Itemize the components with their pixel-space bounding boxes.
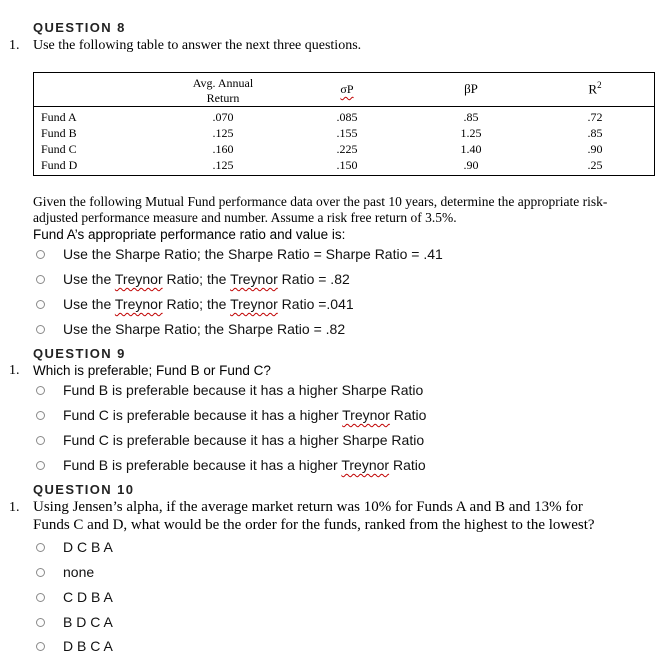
row-fund-a-name: Fund A — [41, 110, 77, 124]
q9-option-2[interactable] — [36, 405, 426, 425]
q9-option-2-radio[interactable] — [36, 411, 45, 420]
q9-option-2-label: Fund C is preferable because it has a higher Treynor Ratio — [63, 407, 427, 423]
question-9-number: 1. — [9, 363, 20, 378]
q10-option-2[interactable] — [36, 562, 94, 582]
q8-option-1[interactable] — [36, 244, 443, 264]
question-10-prompt-line1: Using Jensen’s alpha, if the average market return was 10% for Funds A and B and 13% for — [33, 499, 583, 515]
question-8-prompt: Use the following table to answer the next three questions. — [33, 38, 362, 53]
q10-option-4[interactable] — [36, 612, 113, 632]
row-fund-c-return: .160 — [212, 142, 234, 156]
row-fund-b-name: Fund B — [41, 126, 77, 140]
row-fund-c-sigma: .225 — [336, 142, 358, 156]
q10-option-2-radio[interactable] — [36, 568, 45, 577]
q10-option-4-radio[interactable] — [36, 618, 45, 627]
question-8-text: Fund A’s appropriate performance ratio and value is: — [33, 227, 346, 242]
q10-option-1[interactable] — [36, 537, 113, 557]
question-9-prompt: Which is preferable; Fund B or Fund C? — [33, 363, 271, 378]
col-header-r: R — [588, 81, 598, 97]
col-header-sigma: σP — [340, 82, 354, 96]
col-header-avg-return-line1: Avg. Annual — [192, 76, 254, 90]
table-header-divider — [34, 106, 654, 107]
given-paragraph-line1: Given the following Mutual Fund performance data over the past 10 years, determine the appropriate risk- — [33, 194, 608, 209]
row-fund-b-r2: .85 — [587, 126, 603, 140]
q10-option-3[interactable] — [36, 587, 113, 607]
q9-option-3[interactable] — [36, 430, 424, 450]
q10-option-4-label: B D C A — [63, 614, 113, 630]
q9-option-3-label: Fund C is preferable because it has a higher Sharpe Ratio — [63, 432, 425, 448]
q10-option-5-label: D B C A — [63, 638, 113, 654]
q8-option-2[interactable] — [36, 269, 350, 289]
q10-option-3-radio[interactable] — [36, 593, 45, 602]
col-header-avg-return-line2: Return — [206, 91, 240, 105]
row-fund-a-beta: .85 — [463, 110, 479, 124]
row-fund-c-name: Fund C — [41, 142, 77, 156]
question-10-prompt-line2: Funds C and D, what would be the order for the funds, ranked from the highest to the lowest? — [33, 517, 595, 533]
q9-option-1-label: Fund B is preferable because it has a higher Sharpe Ratio — [63, 382, 424, 398]
q8-option-1-radio[interactable] — [36, 250, 45, 259]
q9-option-1[interactable] — [36, 380, 423, 400]
q10-option-1-radio[interactable] — [36, 543, 45, 552]
row-fund-d-sigma: .150 — [336, 158, 358, 172]
question-8-number: 1. — [9, 38, 20, 53]
row-fund-d-beta: .90 — [463, 158, 479, 172]
q8-option-1-label: Use the Sharpe Ratio; the Sharpe Ratio = Sharpe Ratio = .41 — [63, 246, 443, 262]
row-fund-a-r2: .72 — [587, 110, 603, 124]
q8-option-3-radio[interactable] — [36, 300, 45, 309]
q8-option-2-radio[interactable] — [36, 275, 45, 284]
q8-option-4-radio[interactable] — [36, 325, 45, 334]
q9-option-4-radio[interactable] — [36, 461, 45, 470]
row-fund-b-beta: 1.25 — [460, 126, 482, 140]
row-fund-d-name: Fund D — [41, 158, 78, 172]
q8-option-4-label: Use the Sharpe Ratio; the Sharpe Ratio = .82 — [63, 321, 346, 337]
q9-option-4-label: Fund B is preferable because it has a higher Treynor Ratio — [63, 457, 426, 473]
col-header-r-superscript: 2 — [597, 80, 602, 90]
row-fund-a-sigma: .085 — [336, 110, 358, 124]
row-fund-c-beta: 1.40 — [460, 142, 482, 156]
q8-option-3-label: Use the Treynor Ratio; the Treynor Ratio =.041 — [63, 296, 354, 312]
row-fund-b-return: .125 — [212, 126, 234, 140]
col-header-r-squared — [588, 78, 601, 96]
row-fund-c-r2: .90 — [587, 142, 603, 156]
row-fund-d-return: .125 — [212, 158, 234, 172]
q8-option-4[interactable] — [36, 319, 345, 339]
row-fund-d-r2: .25 — [587, 158, 603, 172]
q10-option-3-label: C D B A — [63, 589, 113, 605]
q10-option-1-label: D C B A — [63, 539, 113, 555]
q8-option-3[interactable] — [36, 294, 354, 314]
q10-option-5-radio[interactable] — [36, 642, 45, 651]
question-10-number: 1. — [9, 500, 20, 515]
q10-option-2-label: none — [63, 564, 95, 580]
question-8-header: QUESTION 8 — [33, 20, 126, 35]
fund-performance-table — [33, 72, 655, 176]
q10-option-5[interactable] — [36, 636, 113, 656]
question-9-header: QUESTION 9 — [33, 346, 126, 361]
given-paragraph-line2: adjusted performance measure and number. Assume a risk free return of 3.5%. — [33, 210, 457, 225]
question-10-header: QUESTION 10 — [33, 482, 135, 497]
q9-option-3-radio[interactable] — [36, 436, 45, 445]
q8-option-2-label: Use the Treynor Ratio; the Treynor Ratio = .82 — [63, 271, 350, 287]
row-fund-b-sigma: .155 — [336, 126, 358, 140]
q9-option-1-radio[interactable] — [36, 386, 45, 395]
q9-option-4[interactable] — [36, 455, 426, 475]
row-fund-a-return: .070 — [212, 110, 234, 124]
col-header-beta: βP — [464, 81, 478, 96]
